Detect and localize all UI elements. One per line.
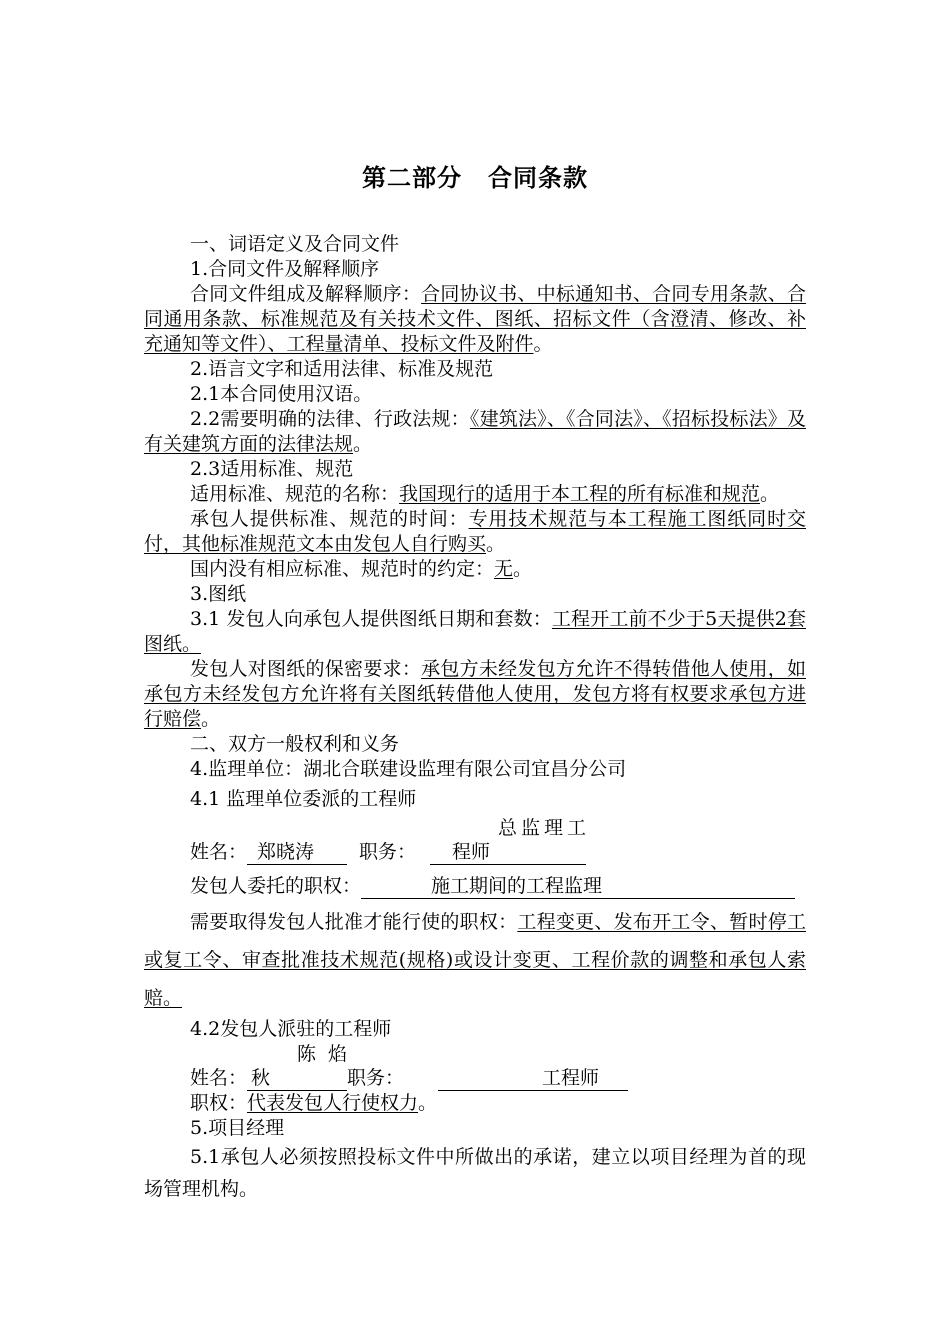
clause-4-1: 4.1 监理单位委派的工程师: [190, 788, 417, 810]
title-part: 第二部分: [362, 163, 462, 192]
owner-engineer-post-field: 工程师: [438, 1066, 628, 1091]
clause-4-2-authority: 职权：代表发包人行使权力。: [190, 1092, 438, 1114]
clause-4-1-approval: 需要取得发包人批准才能行使的职权：工程变更、发布开工令、暂时停工或复工令、审查批准技术规范(规格)或设计变更、工程价款的调整和承包人索赔。: [144, 911, 806, 1009]
clause-4-1-authority: 发包人委托的职权： 施工期间的工程监理: [144, 869, 806, 903]
title-name: 合同条款: [488, 163, 588, 192]
authority-field: 施工期间的工程监理: [361, 874, 795, 899]
clause-2-3-c-value: 无: [494, 558, 514, 580]
section-heading-1: 一、词语定义及合同文件: [190, 233, 400, 255]
clause-3-2: 发包人对图纸的保密要求：承包方未经发包方允许不得转借他人使用，如承包方未经发包方允许将有关图纸转借他人使用，发包方将有权要求承包方进行赔偿。: [144, 658, 806, 730]
clause-5: 5.项目经理: [190, 1117, 285, 1139]
page-title: [0, 158, 950, 193]
clause-3: 3.图纸: [190, 583, 247, 605]
clause-1: 1.合同文件及解释顺序: [190, 258, 380, 280]
clause-5-1: 5.1承包人必须按照投标文件中所做出的承诺，建立以项目经理为首的现场管理机构。: [144, 1146, 806, 1200]
clause-1-text: 合同文件组成及解释顺序：合同协议书、中标通知书、合同专用条款、合同通用条款、标准规范及有关技术文件、图纸、招标文件（含澄清、修改、补充通知等文件）、工程量清单、投标文件及附件。: [144, 283, 806, 355]
clause-2-3-a-value: 我国现行的适用于本工程的所有标准和规范: [399, 483, 761, 505]
clause-4: 4.监理单位：湖北合联建设监理有限公司宜昌分公司: [190, 758, 627, 780]
owner-engineer-name-field: 陈焰秋: [247, 1042, 347, 1091]
clause-4-2: 4.2发包人派驻的工程师: [190, 1018, 392, 1040]
clause-2-3-c: 国内没有相应标准、规范时的约定：无。: [190, 558, 533, 580]
clause-3-2-value: 承包方未经发包方允许不得转借他人使用，如承包方未经发包方允许将有关图纸转借他人使用，发包方将有权要求承包方进行赔偿: [144, 658, 806, 730]
engineer-post-field: 总监理工程师: [430, 816, 586, 865]
contract-body: [144, 232, 806, 1205]
clause-2-2-value: 《建筑法》、《合同法》、《招标投标法》及有关建筑方面的法律法规: [144, 408, 806, 455]
clause-3-1-value: 工程开工前不少于5天提供2套图纸。: [144, 608, 806, 655]
approval-value: 工程变更、发布开工令、暂时停工或复工令、审查批准技术规范(规格)或设计变更、工程价款的调整和承包人索赔。: [144, 911, 806, 1009]
clause-2-3-a: 适用标准、规范的名称：我国现行的适用于本工程的所有标准和规范。: [190, 483, 780, 505]
clause-1-value: 合同协议书、中标通知书、合同专用条款、合同通用条款、标准规范及有关技术文件、图纸、招标文件（含澄清、修改、补充通知等文件）、工程量清单、投标文件及附件: [144, 283, 806, 355]
clause-2-3-b: 承包人提供标准、规范的时间：专用技术规范与本工程施工图纸同时交付，其他标准规范文本由发包人自行购买。: [144, 508, 806, 555]
clause-2-3: 2.3适用标准、规范: [190, 458, 354, 480]
section-heading-2: 二、双方一般权利和义务: [190, 733, 400, 755]
clause-4-2-engineer: 姓名：陈焰秋 职务： 工程师: [144, 1042, 806, 1091]
clause-2-2: 2.2需要明确的法律、行政法规：《建筑法》、《合同法》、《招标投标法》及有关建筑方面的法律法规。: [144, 408, 806, 455]
clause-2-3-b-value: 专用技术规范与本工程施工图纸同时交付，其他标准规范文本由发包人自行购买: [144, 508, 806, 555]
clause-3-1: 3.1 发包人向承包人提供图纸日期和套数：工程开工前不少于5天提供2套图纸。: [144, 608, 806, 655]
clause-2: 2.语言文字和适用法律、标准及规范: [190, 358, 494, 380]
engineer-name-field: 郑晓涛: [247, 840, 347, 865]
clause-2-1: 2.1本合同使用汉语。: [190, 383, 373, 405]
clause-4-1-engineer: 姓名： 郑晓涛 职务：总监理工程师: [190, 817, 587, 863]
owner-authority-value: 代表发包人行使权力: [247, 1092, 419, 1114]
